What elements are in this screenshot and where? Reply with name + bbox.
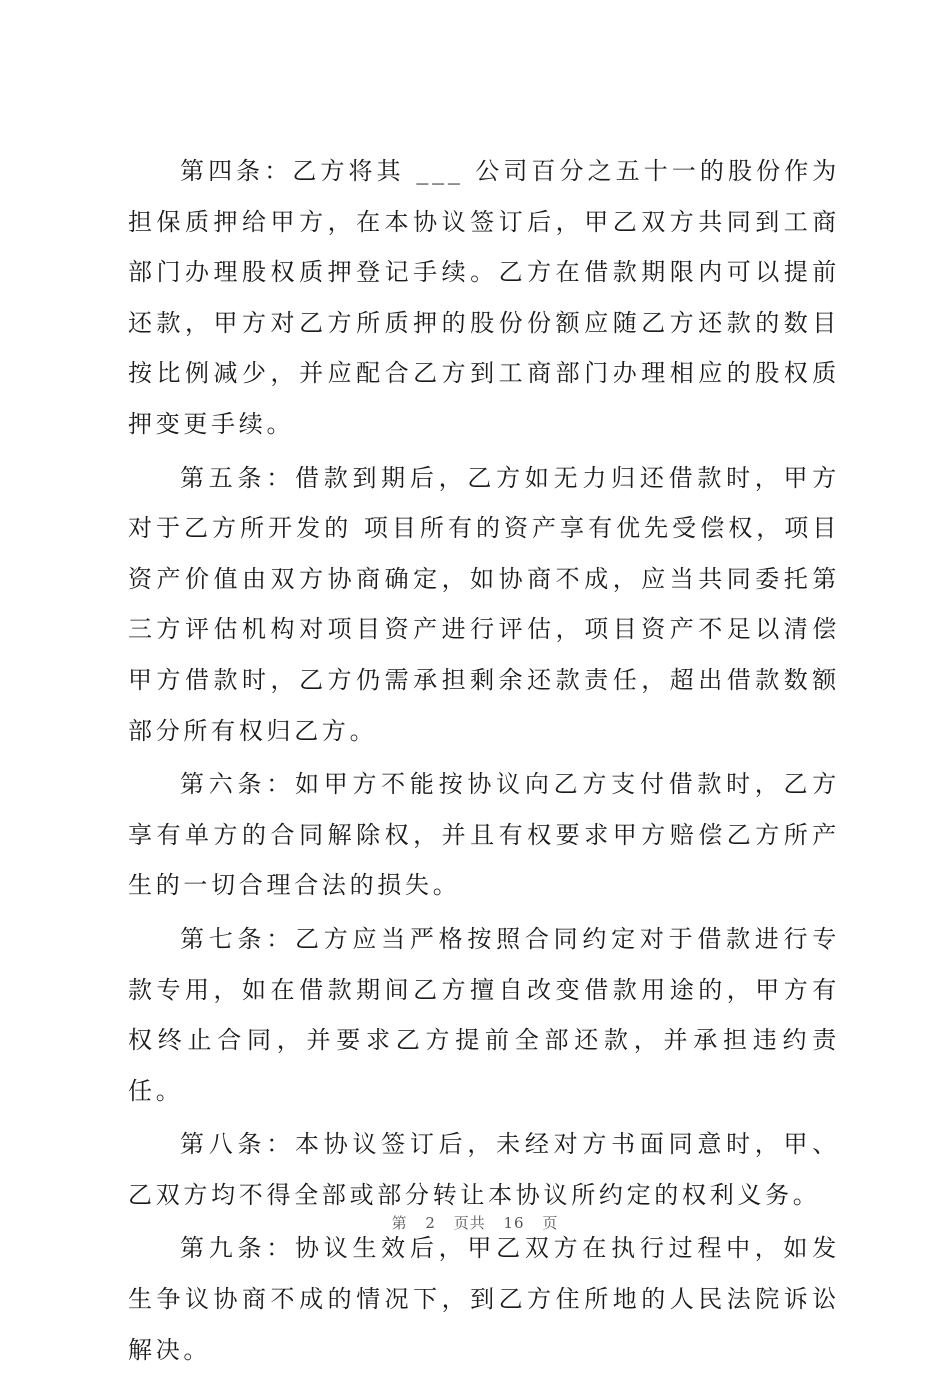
page-footer xyxy=(0,1212,950,1233)
document-body xyxy=(128,146,840,1378)
footer-middle: 页共 xyxy=(453,1214,486,1232)
footer-suffix: 页 xyxy=(542,1214,559,1232)
total-pages-number: 16 xyxy=(503,1214,525,1232)
article-5-paragraph: 第五条：借款到期后，乙方如无力归还借款时，甲方对于乙方所开发的 项目所有的资产享有优先受偿权，项目资产价值由双方协商确定，如协商不成，应当共同委托第三方评估机构对项目资产进行评估，项目资产不足以清偿甲方借款时，乙方仍需承担剩余还款责任，超出借款数额部分所有权归乙方。 xyxy=(128,463,840,745)
article-8-paragraph: 第八条：本协议签订后，未经对方书面同意时，甲、乙双方均不得全部或部分转让本协议所约定的权利义务。 xyxy=(128,1130,840,1209)
article-4-paragraph: 第四条：乙方将其 ___ 公司百分之五十一的股份作为担保质押给甲方，在本协议签订后，甲乙双方共同到工商部门办理股权质押登记手续。乙方在借款期限内可以提前还款，甲方对乙方所质押的股份份额应随乙方还款的数目按比例减少，并应配合乙方到工商部门办理相应的股权质押变更手续。 xyxy=(128,157,840,438)
article-6-paragraph: 第六条：如甲方不能按协议向乙方支付借款时，乙方享有单方的合同解除权，并且有权要求甲方赔偿乙方所产生的一切合理合法的损失。 xyxy=(128,770,840,900)
footer-prefix: 第 xyxy=(391,1214,408,1232)
article-7-paragraph: 第七条：乙方应当严格按照合同约定对于借款进行专款专用，如在借款期间乙方擅自改变借款用途的，甲方有权终止合同，并要求乙方提前全部还款，并承担违约责任。 xyxy=(128,924,840,1105)
article-9-paragraph: 第九条：协议生效后，甲乙双方在执行过程中，如发生争议协商不成的情况下，到乙方住所地的人民法院诉讼解决。 xyxy=(128,1234,840,1364)
current-page-number: 2 xyxy=(425,1214,436,1232)
